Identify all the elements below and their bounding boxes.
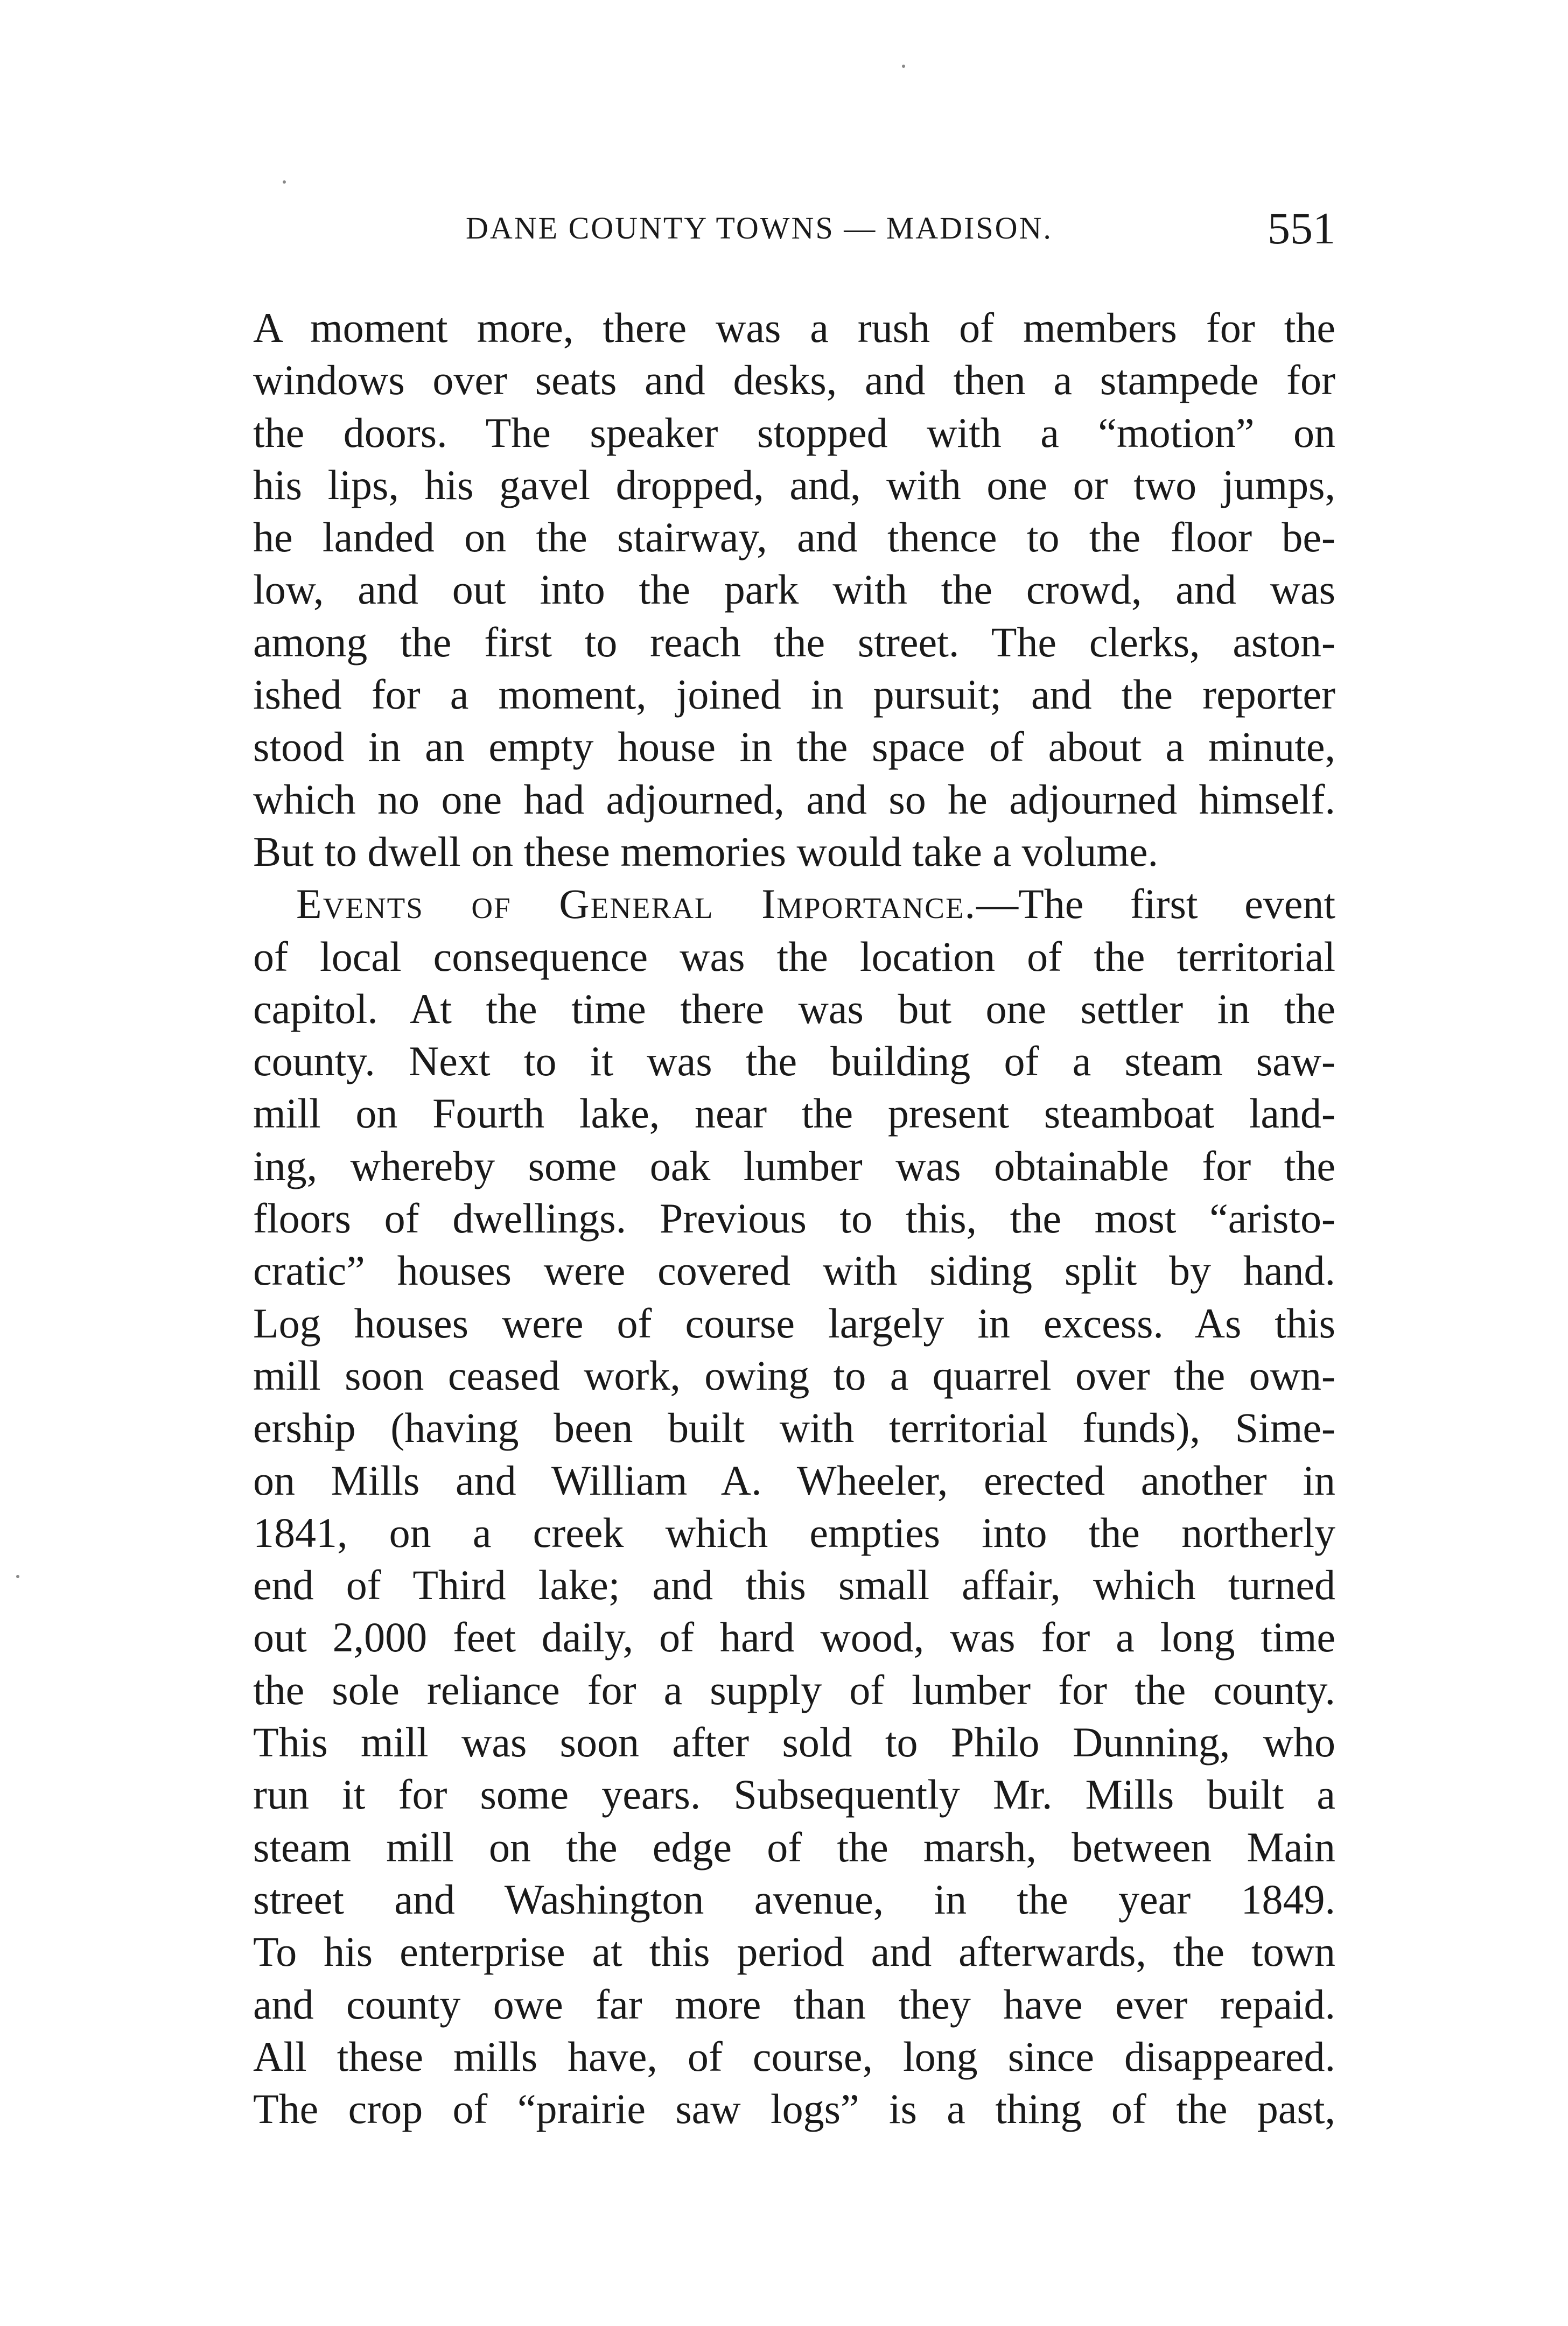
paper-speck bbox=[902, 65, 905, 68]
text-line: capitol. At the time there was but one settler in the bbox=[253, 985, 1335, 1032]
text-line: A moment more, there was a rush of members for the bbox=[253, 304, 1335, 351]
text-line: the sole reliance for a supply of lumber for the county. bbox=[253, 1666, 1335, 1713]
text-line: ership (having been built with territorial funds), Sime- bbox=[253, 1404, 1335, 1452]
text-line: end of Third lake; and this small affair, which turned bbox=[253, 1561, 1335, 1609]
text-line: out 2,000 feet daily, of hard wood, was for a long time bbox=[253, 1614, 1335, 1661]
paper-speck bbox=[16, 1575, 19, 1578]
text-line: street and Washington avenue, in the year 1849. bbox=[253, 1875, 1335, 1923]
text-line: mill soon ceased work, owing to a quarrel over the own- bbox=[253, 1351, 1335, 1399]
text-line: But to dwell on these memories would take a volume. bbox=[253, 828, 1158, 875]
text-line: among the first to reach the street. The clerks, aston- bbox=[253, 618, 1335, 665]
text-line: ished for a moment, joined in pursuit; and the reporter bbox=[253, 671, 1335, 718]
section-first-line-text: —The first event bbox=[976, 880, 1335, 928]
text-line: his lips, his gavel dropped, and, with one or two jumps, bbox=[253, 461, 1335, 508]
running-title: DANE COUNTY TOWNS — MADISON. bbox=[466, 211, 1053, 246]
running-head bbox=[253, 204, 1335, 269]
text-line: cratic” houses were covered with siding split by hand. bbox=[253, 1247, 1335, 1294]
text-line: mill on Fourth lake, near the present steamboat land- bbox=[253, 1090, 1335, 1137]
text-line: and county owe far more than they have ever repaid. bbox=[253, 1980, 1335, 2028]
paper-speck bbox=[283, 180, 286, 184]
text-line: stood in an empty house in the space of about a minute, bbox=[253, 723, 1335, 770]
text-line: Log houses were of course largely in excess. As this bbox=[253, 1299, 1335, 1347]
text-line: county. Next to it was the building of a steam saw- bbox=[253, 1038, 1335, 1085]
text-line: windows over seats and desks, and then a stampede for bbox=[253, 356, 1335, 404]
text-line: of local consequence was the location of the territorial bbox=[253, 933, 1335, 980]
text-line: steam mill on the edge of the marsh, between Main bbox=[253, 1823, 1335, 1870]
text-line: low, and out into the park with the crowd, and was bbox=[253, 566, 1335, 613]
text-line: he landed on the stairway, and thence to the floor be- bbox=[253, 514, 1335, 561]
section-first-line bbox=[253, 878, 1335, 930]
page-number: 551 bbox=[1268, 204, 1335, 254]
text-line: All these mills have, of course, long since disappeared. bbox=[253, 2033, 1335, 2080]
text-line: 1841, on a creek which empties into the northerly bbox=[253, 1509, 1335, 1556]
text-line: This mill was soon after sold to Philo Dunning, who bbox=[253, 1719, 1335, 1766]
text-line: run it for some years. Subsequently Mr. Mills built a bbox=[253, 1771, 1335, 1818]
text-line: which no one had adjourned, and so he adjourned himself. bbox=[253, 775, 1335, 823]
text-line: The crop of “prairie saw logs” is a thing of the past, bbox=[253, 2085, 1335, 2133]
text-line: ing, whereby some oak lumber was obtainable for the bbox=[253, 1142, 1335, 1189]
section-heading: Events of General Importance. bbox=[296, 880, 977, 928]
text-line: floors of dwellings. Previous to this, the most “aristo- bbox=[253, 1195, 1335, 1242]
text-line: the doors. The speaker stopped with a “motion” on bbox=[253, 409, 1335, 456]
text-line: To his enterprise at this period and afterwards, the town bbox=[253, 1928, 1335, 1975]
body-text bbox=[253, 302, 1335, 2135]
text-line: on Mills and William A. Wheeler, erected another in bbox=[253, 1456, 1335, 1504]
